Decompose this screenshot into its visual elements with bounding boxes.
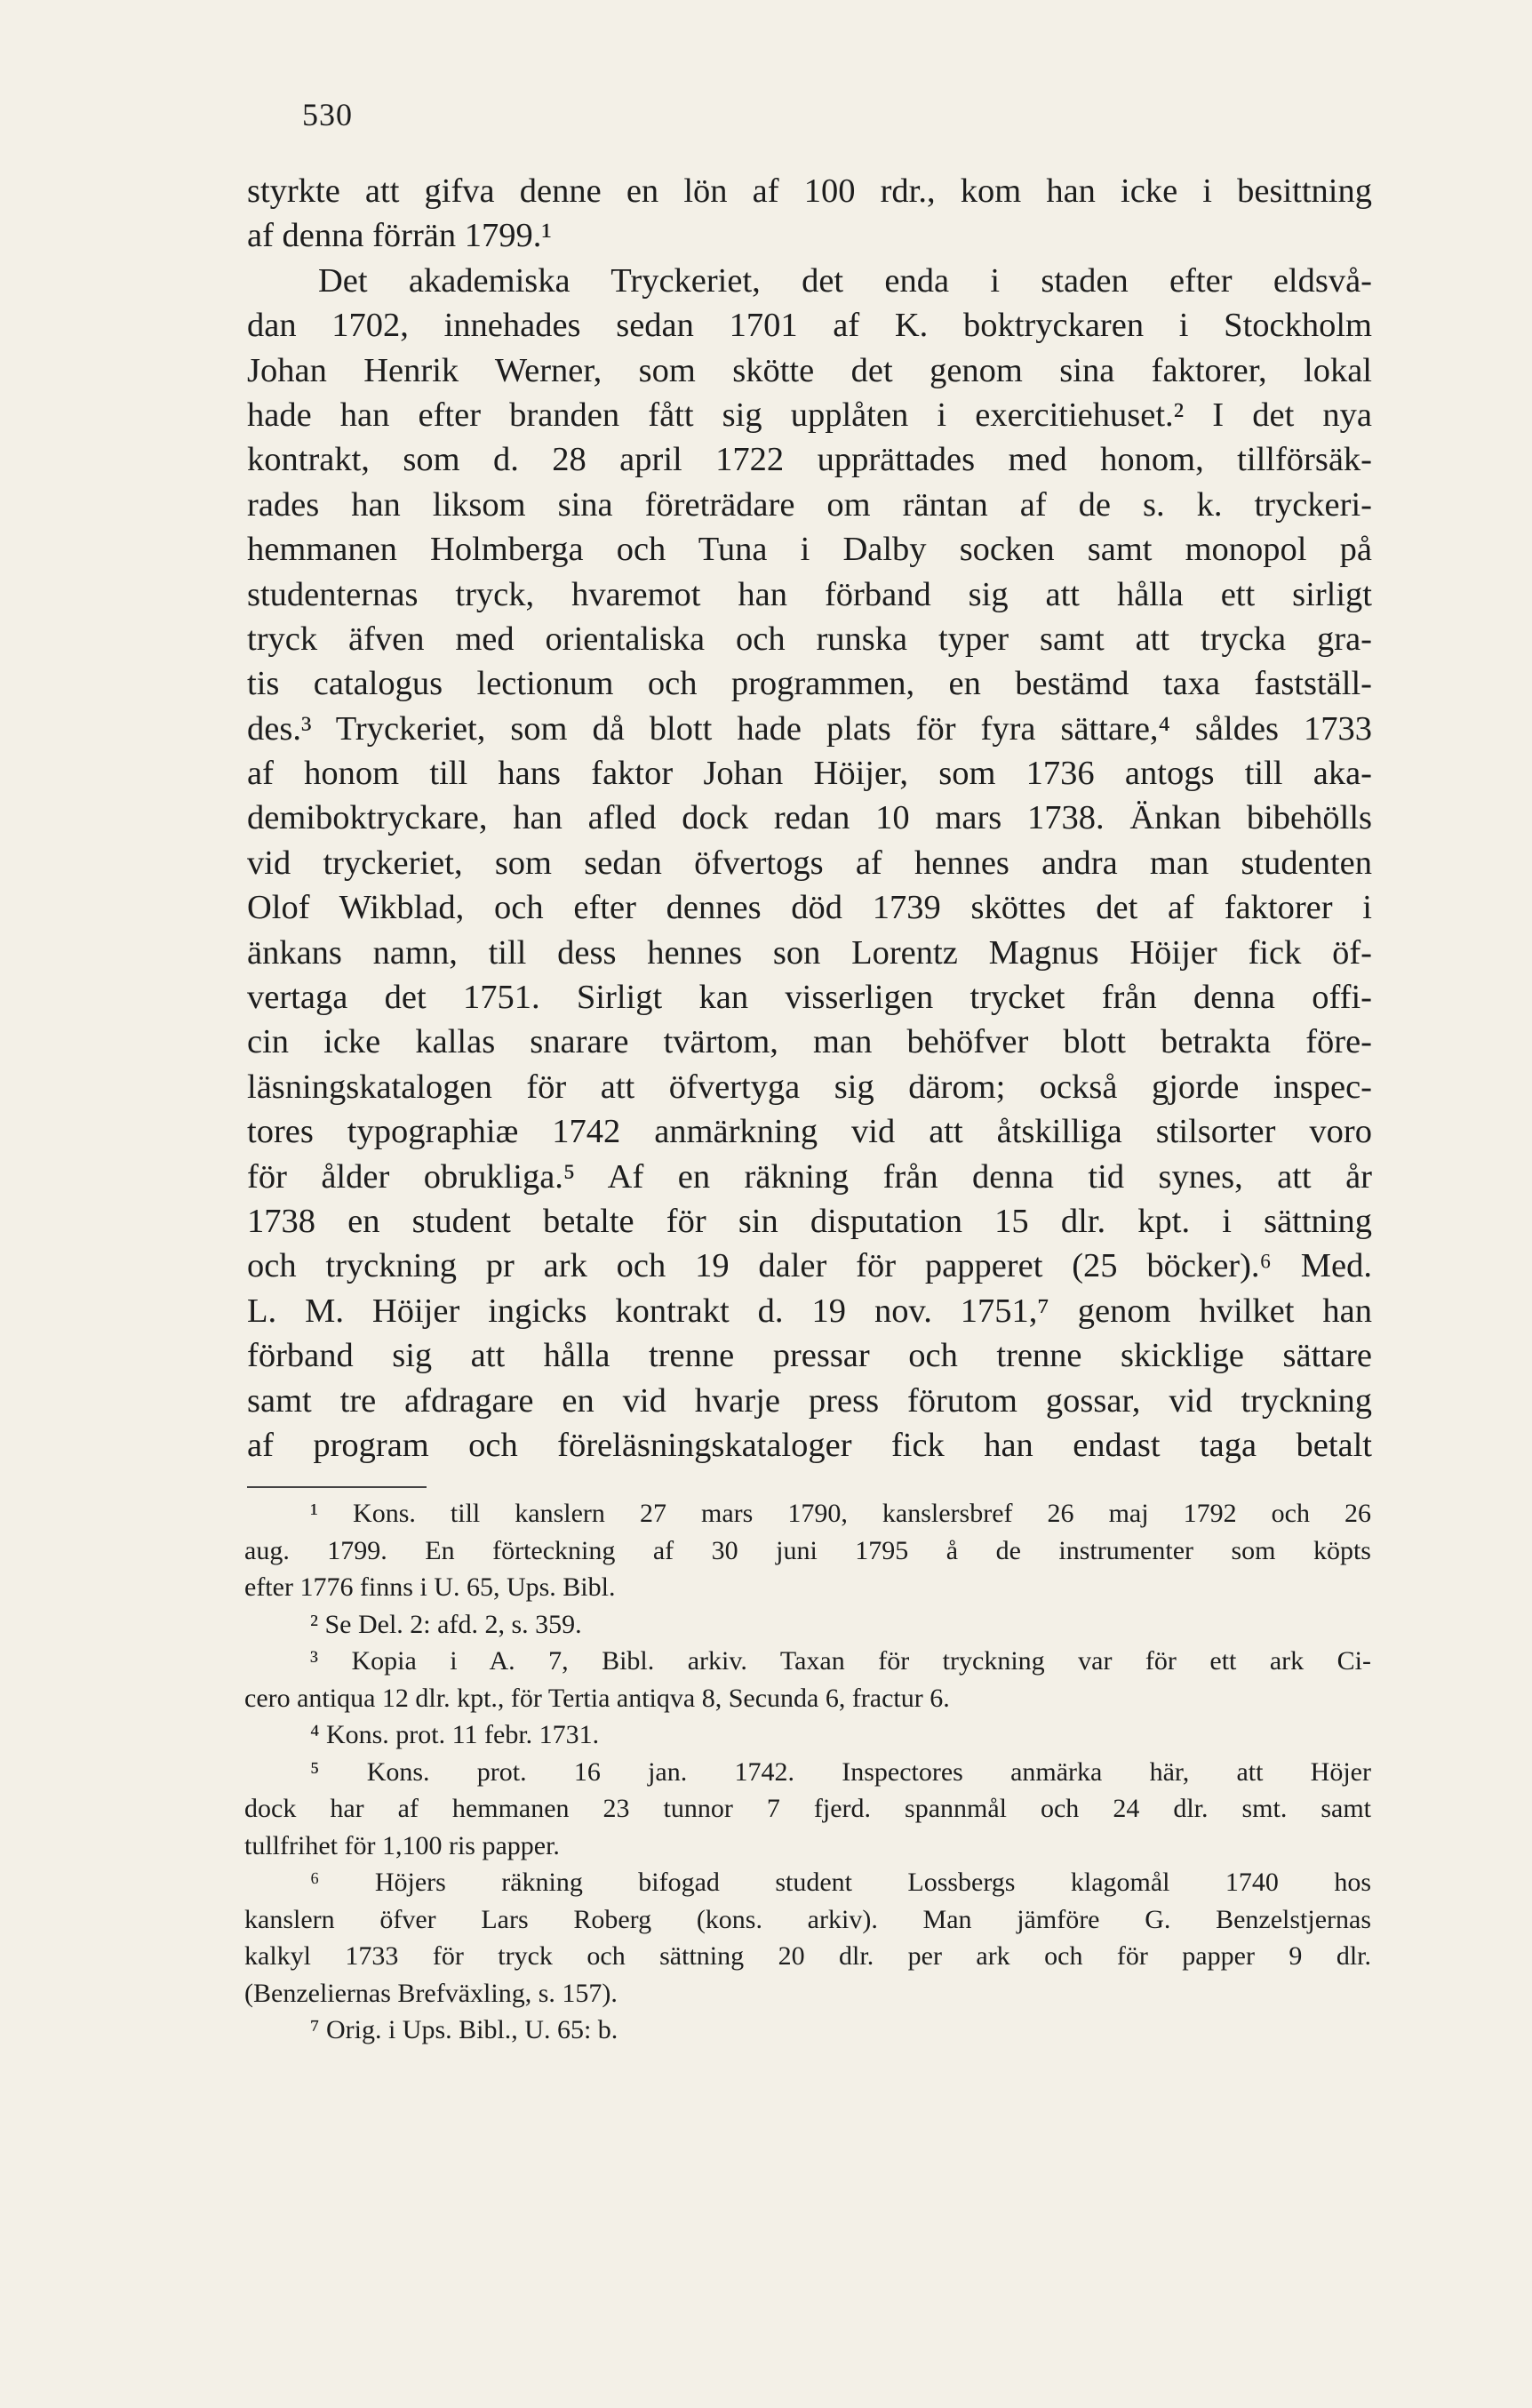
text-line: och tryckning pr ark och 19 daler för papperet (25 böcker).⁶ Med.	[247, 1247, 1372, 1285]
text-line: af program och föreläsningskataloger fick han endast taga betalt	[247, 1426, 1372, 1464]
text-line: förband sig att hålla trenne pressar och trenne skicklige sättare	[247, 1337, 1372, 1375]
footnote-line: ⁶ Höjers räkning bifogad student Lossbergs klagomål 1740 hos	[310, 1868, 1371, 1897]
text-line: demiboktryckare, han afled dock redan 10 mars 1738. Änkan bibehölls	[247, 799, 1372, 837]
text-line: tis catalogus lectionum och programmen, en bestämd taxa fastställ-	[247, 665, 1372, 703]
footnote-line: aug. 1799. En förteckning af 30 juni 1795 å de instrumenter som köpts	[244, 1535, 1371, 1565]
footnote-line: efter 1776 finns i U. 65, Ups. Bibl.	[244, 1572, 616, 1602]
text-line: för ålder obrukliga.⁵ Af en räkning från denna tid synes, att år	[247, 1157, 1372, 1196]
footnote-line: ⁵ Kons. prot. 16 jan. 1742. Inspectores anmärka här, att Höjer	[310, 1756, 1371, 1787]
footnote-line: (Benzeliernas Brefväxling, s. 157).	[244, 1978, 618, 2008]
text-line: L. M. Höijer ingicks kontrakt d. 19 nov. 1751,⁷ genom hvilket han	[247, 1292, 1372, 1330]
footnote-line: tullfrihet för 1,100 ris papper.	[244, 1830, 560, 1860]
text-line: studenternas tryck, hvaremot han förband sig att hålla ett sirligt	[247, 575, 1372, 613]
text-line: tores typographiæ 1742 anmärkning vid att åtskilliga stilsorter voro	[247, 1113, 1372, 1151]
text-line: änkans namn, till dess hennes son Lorentz Magnus Höijer fick öf-	[247, 933, 1372, 972]
footnote-divider	[247, 1486, 427, 1488]
page-number: 530	[302, 97, 353, 132]
footnote-line: ⁷ Orig. i Ups. Bibl., U. 65: b.	[310, 2015, 618, 2044]
footnote-line: dock har af hemmanen 23 tunnor 7 fjerd. spannmål och 24 dlr. smt. samt	[244, 1794, 1371, 1823]
text-line: tryck äfven med orientaliska och runska typer samt att trycka gra-	[247, 620, 1372, 658]
text-line: Det akademiska Tryckeriet, det enda i staden efter eldsvå-	[318, 261, 1372, 300]
footnote-line: ³ Kopia i A. 7, Bibl. arkiv. Taxan för tryckning var för ett ark Ci-	[310, 1646, 1371, 1676]
text-line: af denna förrän 1799.¹	[247, 217, 552, 255]
text-line: af honom till hans faktor Johan Höijer, som 1736 antogs till aka-	[247, 755, 1372, 793]
footnote-line: kalkyl 1733 för tryck och sättning 20 dlr. per ark och för papper 9 dlr.	[244, 1941, 1371, 1971]
text-line: läsningskatalogen för att öfvertyga sig därom; också gjorde inspec-	[247, 1068, 1372, 1106]
footnote-line: kanslern öfver Lars Roberg (kons. arkiv). Man jämföre G. Benzelstjernas	[244, 1904, 1371, 1934]
footnotes	[244, 1495, 1371, 2049]
text-line: cin icke kallas snarare tvärtom, man behöfver blott betrakta före-	[247, 1023, 1372, 1061]
footnote-line: ¹ Kons. till kanslern 27 mars 1790, kanslersbref 26 maj 1792 och 26	[310, 1499, 1371, 1528]
text-line: rades han liksom sina företrädare om räntan af de s. k. tryckeri-	[247, 485, 1372, 524]
text-line: dan 1702, innehades sedan 1701 af K. boktryckaren i Stockholm	[247, 307, 1372, 345]
text-line: hemmanen Holmberga och Tuna i Dalby socken samt monopol på	[247, 531, 1372, 569]
text-line: vertaga det 1751. Sirligt kan visserligen trycket från denna offi-	[247, 979, 1372, 1017]
main-text	[247, 169, 1372, 1468]
footnote-line: ² Se Del. 2: afd. 2, s. 359.	[310, 1609, 582, 1639]
text-line: hade han efter branden fått sig upplåten i exercitiehuset.² I det nya	[247, 396, 1372, 434]
text-line: Johan Henrik Werner, som skötte det genom sina faktorer, lokal	[247, 351, 1372, 389]
text-line: des.³ Tryckeriet, som då blott hade plats för fyra sättare,⁴ såldes 1733	[247, 709, 1372, 748]
text-line: 1738 en student betalte för sin disputation 15 dlr. kpt. i sättning	[247, 1202, 1372, 1240]
text-line: samt tre afdragare en vid hvarje press förutom gossar, vid tryckning	[247, 1381, 1372, 1420]
text-line: Olof Wikblad, och efter dennes död 1739 sköttes det af faktorer i	[247, 889, 1372, 927]
footnote-line: cero antiqua 12 dlr. kpt., för Tertia antiqva 8, Secunda 6, fractur 6.	[244, 1683, 950, 1713]
text-line: vid tryckeriet, som sedan öfvertogs af hennes andra man studenten	[247, 844, 1372, 882]
footnote-line: ⁴ Kons. prot. 11 febr. 1731.	[310, 1720, 600, 1749]
text-line: kontrakt, som d. 28 april 1722 upprättades med honom, tillförsäk-	[247, 441, 1372, 479]
text-line: styrkte att gifva denne en lön af 100 rdr., kom han icke i besittning	[247, 172, 1372, 210]
